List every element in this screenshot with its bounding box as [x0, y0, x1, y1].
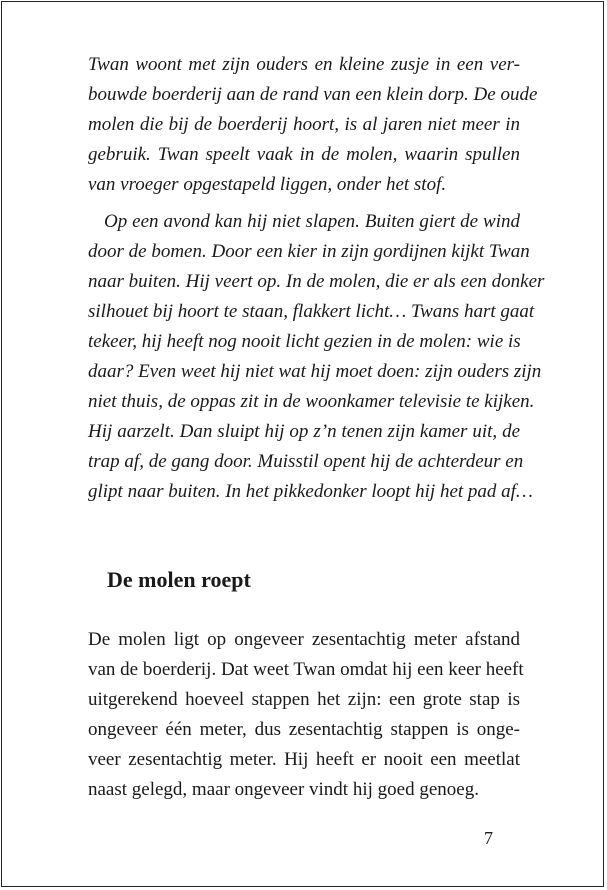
- text-line: trap af, de gang door. Muisstil opent hij de achterdeur en: [88, 451, 524, 472]
- text-line: uitgerekend hoeveel stappen het zijn: een grote stap is: [88, 689, 520, 710]
- intro-text: [88, 50, 545, 507]
- text-line: niet thuis, de oppas zit in de woonkamer televisie te kijken.: [88, 391, 535, 412]
- text-line: naast gelegd, maar ongeveer vindt hij goed genoeg.: [88, 779, 479, 800]
- text-line: door de bomen. Door een kier in zijn gordijnen kijkt Twan: [88, 241, 530, 262]
- intro-paragraph-2: [88, 207, 545, 507]
- text-line: Twan woont met zijn ouders en kleine zusje in een ver-: [88, 54, 520, 75]
- text-line: veer zesentachtig meter. Hij heeft er nooit een meetlat: [88, 749, 520, 770]
- text-line: Op een avond kan hij niet slapen. Buiten giert de wind: [104, 211, 520, 232]
- text-line: De molen ligt op ongeveer zesentachtig meter afstand: [88, 629, 520, 650]
- text-line: Hij aarzelt. Dan sluipt hij op z’n tenen zijn kamer uit, de: [88, 421, 520, 442]
- text-line: tekeer, hij heeft nog nooit licht gezien in de molen: wie is: [88, 331, 521, 352]
- text-line: van vroeger opgestapeld liggen, onder het stof.: [88, 174, 447, 195]
- text-line: daar? Even weet hij niet wat hij moet doen: zijn ouders zijn: [88, 361, 542, 382]
- text-line: bouwde boerderij aan de rand van een klein dorp. De oude: [88, 84, 538, 105]
- text-line: van de boerderij. Dat weet Twan omdat hij een keer heeft: [88, 659, 524, 680]
- chapter-title: De molen roept: [107, 567, 251, 592]
- text-line: silhouet bij hoort te staan, flakkert licht… Twans hart gaat: [88, 301, 535, 322]
- text-line: gebruik. Twan speelt vaak in de molen, waarin spullen: [88, 144, 520, 165]
- text-line: naar buiten. Hij veert op. In de molen, die er als een donker: [88, 271, 545, 292]
- page-number: 7: [484, 828, 493, 848]
- text-line: glipt naar buiten. In het pikkedonker loopt hij het pad af…: [88, 481, 533, 502]
- chapter-paragraph-1: [88, 625, 524, 805]
- text-line: ongeveer één meter, dus zesentachtig stappen is onge-: [88, 719, 520, 740]
- text-line: molen die bij de boerderij hoort, is al jaren niet meer in: [88, 114, 520, 135]
- chapter-text: [88, 625, 524, 805]
- intro-paragraph-1: [88, 50, 538, 200]
